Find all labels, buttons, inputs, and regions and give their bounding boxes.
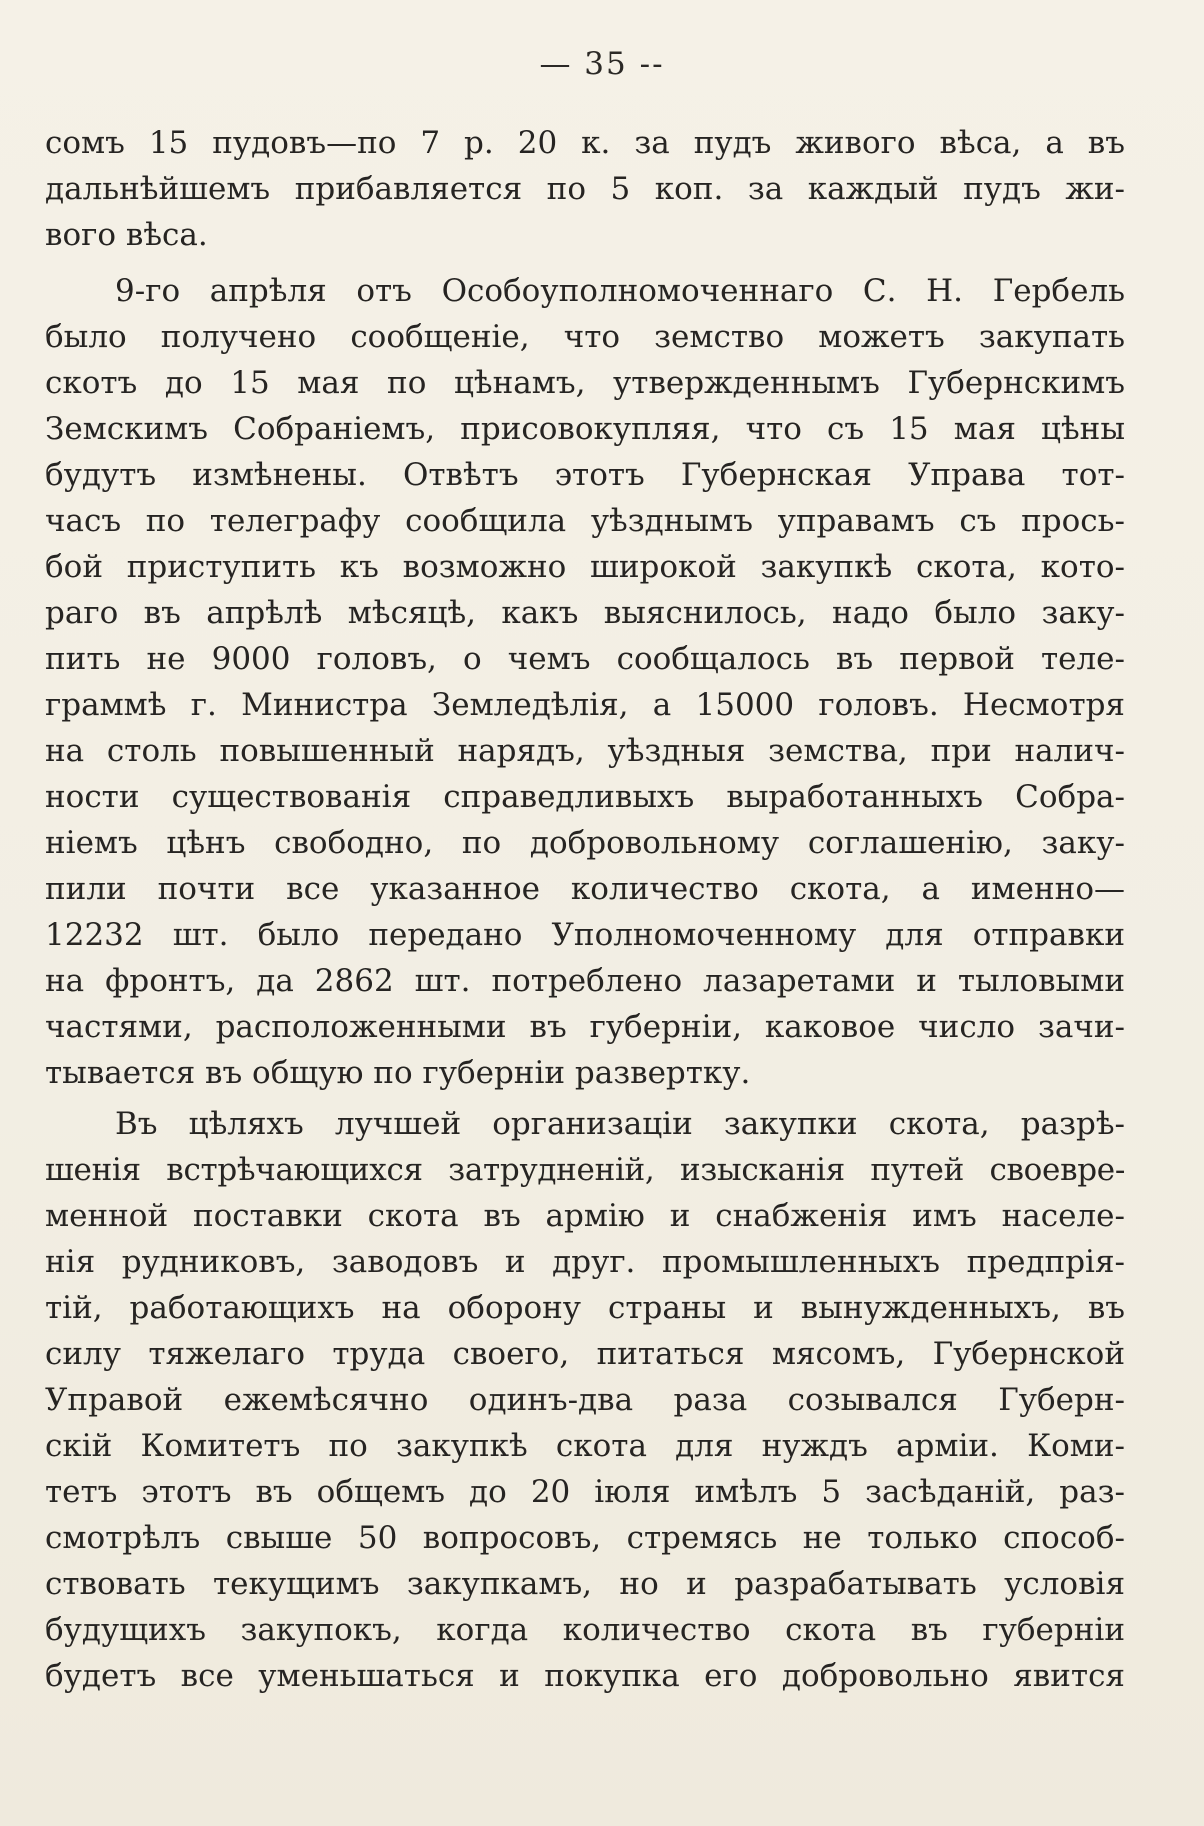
text-line: часъ по телеграфу сообщила уѣзднымъ управамъ съ прось-	[45, 503, 1125, 539]
text-line: раго въ апрѣлѣ мѣсяцѣ, какъ выяснилось, надо было заку-	[45, 595, 1125, 631]
text-line: тывается въ общую по губерніи развертку.	[45, 1055, 751, 1091]
text-line: Управой ежемѣсячно одинъ-два раза созывался Губерн-	[45, 1382, 1125, 1418]
text-line: было получено сообщеніе, что земство можетъ закупать	[45, 319, 1125, 355]
text-line: нія рудниковъ, заводовъ и друг. промышленныхъ предпрія-	[45, 1244, 1125, 1280]
paragraph-2	[45, 268, 1125, 1096]
text-line: смотрѣлъ свыше 50 вопросовъ, стремясь не только способ-	[45, 1520, 1125, 1556]
text-line: на столь повышенный нарядъ, уѣздныя земства, при налич-	[45, 733, 1125, 769]
text-line: частями, расположенными въ губерніи, каковое число зачи-	[45, 1009, 1125, 1045]
text-line: менной поставки скота въ армію и снабженія имъ населе-	[45, 1198, 1125, 1234]
text-line: тетъ этотъ въ общемъ до 20 іюля имѣлъ 5 засѣданій, раз-	[45, 1474, 1125, 1510]
text-line: ніемъ цѣнъ свободно, по добровольному соглашенію, заку-	[45, 825, 1125, 861]
text-line: тій, работающихъ на оборону страны и вынужденныхъ, въ	[45, 1290, 1125, 1326]
text-line: 9-го апрѣля отъ Особоуполномоченнаго С. Н. Гербель	[115, 273, 1125, 309]
text-line: Земскимъ Собраніемъ, присовокупляя, что съ 15 мая цѣны	[45, 411, 1125, 447]
page-number: — 35 --	[539, 46, 665, 82]
text-line: шенія встрѣчающихся затрудненій, изысканія путей своевре-	[45, 1152, 1125, 1188]
text-line: пили почти все указанное количество скота, а именно—	[45, 871, 1125, 907]
text-line: будетъ все уменьшаться и покупка его добровольно явится	[45, 1658, 1125, 1694]
text-line: дальнѣйшемъ прибавляется по 5 коп. за каждый пудъ жи-	[45, 171, 1125, 207]
text-line: силу тяжелаго труда своего, питаться мясомъ, Губернской	[45, 1336, 1125, 1372]
text-line: граммѣ г. Министра Земледѣлія, а 15000 головъ. Несмотря	[45, 687, 1125, 723]
text-line: скотъ до 15 мая по цѣнамъ, утвержденнымъ Губернскимъ	[45, 365, 1125, 401]
text-line: ствовать текущимъ закупкамъ, но и разрабатывать условія	[45, 1566, 1125, 1602]
text-line: бой приступить къ возможно широкой закупкѣ скота, кото-	[45, 549, 1125, 585]
text-line: 12232 шт. было передано Уполномоченному для отправки	[45, 917, 1125, 953]
paragraph-3	[45, 1101, 1125, 1699]
text-line: скій Комитетъ по закупкѣ скота для нуждъ арміи. Коми-	[45, 1428, 1125, 1464]
text-line: пить не 9000 головъ, о чемъ сообщалось въ первой теле-	[45, 641, 1125, 677]
text-line: вого вѣса.	[45, 217, 208, 253]
paragraph-1	[45, 120, 1125, 258]
text-line: Въ цѣляхъ лучшей организаціи закупки скота, разрѣ-	[115, 1106, 1125, 1142]
text-line: сомъ 15 пудовъ—по 7 р. 20 к. за пудъ живого вѣса, а въ	[45, 125, 1125, 161]
text-line: будутъ измѣнены. Отвѣтъ этотъ Губернская Управа тот-	[45, 457, 1125, 493]
text-line: на фронтъ, да 2862 шт. потреблено лазаретами и тыловыми	[45, 963, 1125, 999]
text-line: ности существованія справедливыхъ выработанныхъ Собра-	[45, 779, 1125, 815]
text-line: будущихъ закупокъ, когда количество скота въ губерніи	[45, 1612, 1125, 1648]
